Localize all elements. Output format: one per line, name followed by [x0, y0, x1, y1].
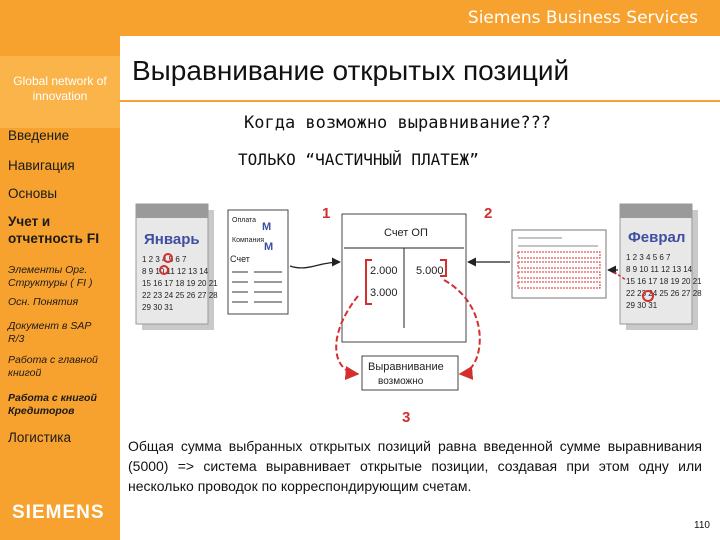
- sidebar-item-suffix: FI: [86, 230, 100, 246]
- form-label-account: Счет: [230, 254, 250, 264]
- left-calendar-row: 15 16 17 18 19 20 21: [142, 279, 218, 288]
- right-calendar-row: 1 2 3 4 5 6 7: [626, 253, 671, 262]
- sidebar-item-label: Учет и отчетность: [8, 214, 83, 246]
- sidebar-item-vendors[interactable]: Работа с книгой Кредиторов: [8, 392, 97, 417]
- left-calendar-row: 8 9 10 11 12 13 14: [142, 267, 209, 276]
- sidebar-item-concepts[interactable]: Осн. Понятия: [8, 296, 79, 308]
- title-divider: [120, 100, 720, 102]
- left-calendar-row: 22 23 24 25 26 27 28: [142, 291, 218, 300]
- form-marker: M: [262, 221, 272, 233]
- brand-name: Siemens Business Services: [467, 8, 698, 28]
- body-text: Общая сумма выбранных открытых позиций равна введенной сумме выравнивания (5000) => система выравнивает открытые позиции, создавая при этом одну или несколько проводок по корреспондирующим счетам.: [128, 438, 702, 494]
- sidebar: [0, 36, 120, 540]
- sidebar-item-basics[interactable]: Основы: [8, 186, 58, 201]
- step-number: 1: [322, 205, 331, 222]
- account-title: Счет ОП: [384, 227, 428, 239]
- step-number: 2: [484, 205, 493, 222]
- credit-amount: 5.000: [416, 265, 444, 277]
- right-calendar-row: 15 16 17 18 19 20 21: [626, 277, 702, 286]
- left-calendar-month: Январь: [144, 231, 200, 248]
- left-calendar-row: 1 2 3 4 5 6 7: [142, 255, 187, 264]
- sidebar-item-navigation[interactable]: Навигация: [8, 158, 75, 173]
- sidebar-item-general-ledger[interactable]: Работа с главной книгой: [8, 354, 98, 379]
- sidebar-item-intro[interactable]: Введение: [8, 128, 70, 143]
- right-calendar-row: 29 30 31: [626, 301, 658, 310]
- siemens-logo: SIEMENS: [12, 502, 105, 523]
- sidebar-item-org-structure[interactable]: Элементы Орг. Структуры ( FI ): [8, 264, 93, 289]
- right-calendar-month: Феврал: [628, 229, 686, 246]
- step-number: 3: [402, 409, 411, 426]
- sidebar-item-accounting[interactable]: [8, 214, 120, 247]
- account-t-card: [342, 214, 466, 342]
- payment-form: [228, 210, 288, 314]
- debit-amount: 2.000: [370, 265, 398, 277]
- form-label-payment: Оплата: [232, 217, 257, 224]
- form-marker: M: [264, 241, 274, 253]
- left-calendar: [136, 204, 218, 330]
- right-calendar-row: 22 23 24 25 26 27 28: [626, 289, 702, 298]
- debit-amount: 3.000: [370, 287, 398, 299]
- left-calendar-row: 29 30 31: [142, 303, 174, 312]
- answer-text: ТОЛЬКО “ЧАСТИЧНЫЙ ПЛАТЕЖ”: [238, 150, 479, 169]
- page-title: Выравнивание открытых позиций: [132, 55, 570, 86]
- clearing-box-line2: возможно: [378, 376, 424, 387]
- clearing-box-line1: Выравнивание: [368, 361, 444, 373]
- question-text: Когда возможно выравнивание???: [244, 113, 552, 133]
- tagline: Global network of innovation: [0, 56, 120, 128]
- sidebar-item-logistics[interactable]: Логистика: [8, 430, 72, 445]
- page-number: 110: [694, 520, 710, 531]
- top-bar: [0, 0, 720, 36]
- sidebar-item-sap-document[interactable]: Документ в SAP R/3: [8, 320, 91, 345]
- form-label-company: Компания: [232, 237, 265, 244]
- open-items-list: [512, 230, 606, 298]
- right-calendar: [620, 204, 702, 330]
- clearing-diagram: [122, 196, 720, 430]
- right-calendar-row: 8 9 10 11 12 13 14: [626, 265, 693, 274]
- arrow-form-to-account: [290, 262, 340, 268]
- clearing-box: [362, 356, 458, 390]
